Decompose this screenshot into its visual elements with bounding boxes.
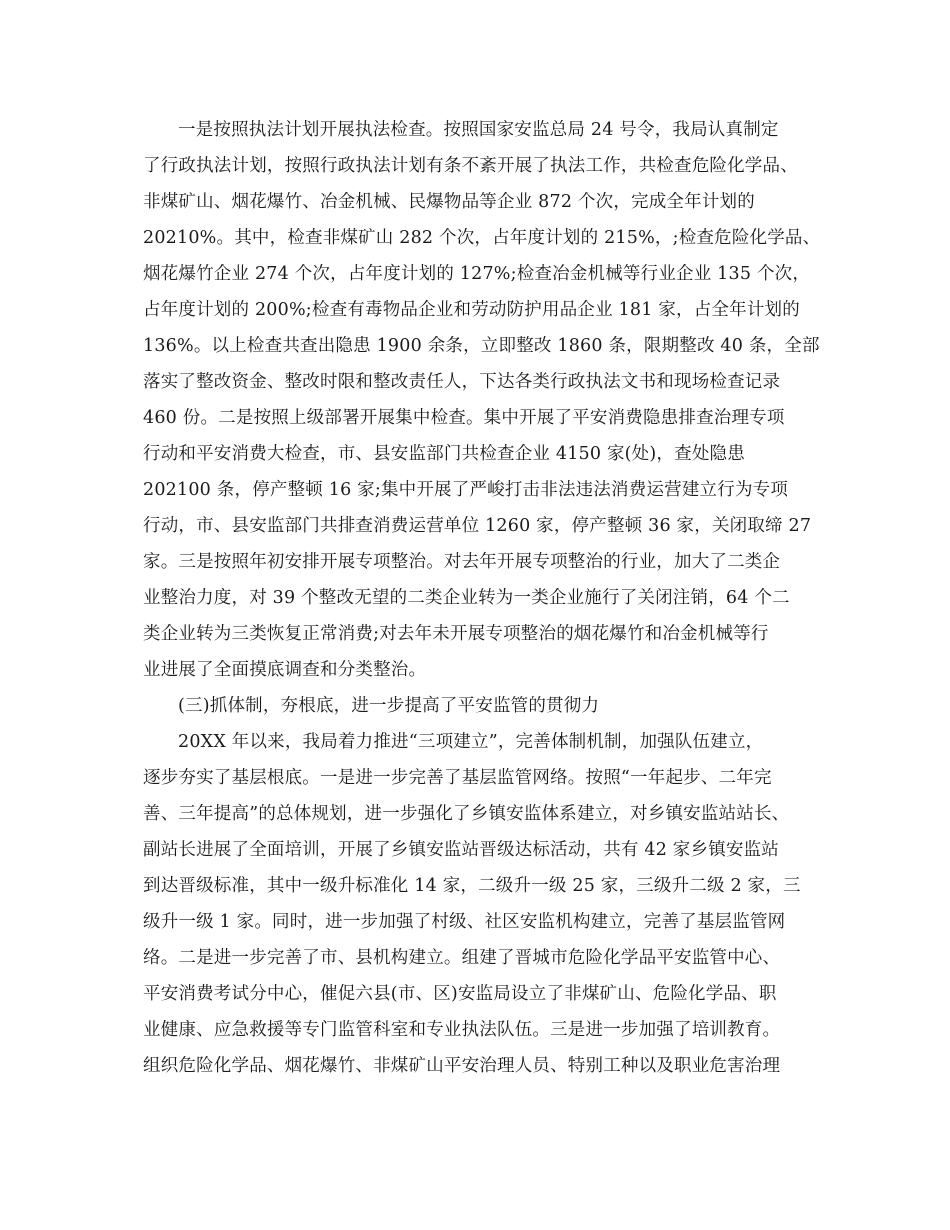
- paragraph-line: 落实了整改资金、整改时限和整改责任人，下达各类行政执法文书和现场检查记录: [143, 372, 781, 392]
- paragraph-line: 行动，市、县安监部门共排查消费运营单位 1260 家，停产整顿 36 家，关闭取缔 27: [143, 516, 812, 536]
- paragraph-line: 组织危险化学品、烟花爆竹、非煤矿山平安治理人员、特别工种以及职业危害治理: [143, 1056, 781, 1076]
- paragraph-line: 业进展了全面摸底调查和分类整治。: [143, 660, 427, 680]
- paragraph-line: 非煤矿山、烟花爆竹、冶金机械、民爆物品等企业 872 个次，完成全年计划的: [143, 192, 755, 212]
- paragraph-line: 202100 条，停产整顿 16 家;集中开展了严峻打击非法违法消费运营建立行为专项: [143, 480, 789, 500]
- paragraph-line: 一是按照执法计划开展执法检查。按照国家安监总局 24 号令，我局认真制定: [178, 120, 779, 140]
- paragraph-line: 平安消费考试分中心，催促六县(市、区)安监局设立了非煤矿山、危险化学品、职: [143, 984, 777, 1004]
- paragraph-line: 烟花爆竹企业 274 个次，占年度计划的 127%;检查冶金机械等行业企业 135 个次，: [143, 264, 811, 284]
- paragraph-line: 到达晋级标准，其中一级升标准化 14 家，二级升一级 25 家，三级升二级 2 家，三: [143, 876, 801, 896]
- paragraph-line: 善、三年提高”的总体规划，进一步强化了乡镇安监体系建立，对乡镇安监站站长、: [143, 804, 790, 824]
- paragraph-line: 460 份。二是按照上级部署开展集中检查。集中开展了平安消费隐患排查治理专项: [143, 408, 785, 428]
- paragraph-line: 类企业转为三类恢复正常消费;对去年未开展专项整治的烟花爆竹和冶金机械等行: [143, 624, 769, 644]
- paragraph-line: 级升一级 1 家。同时，进一步加强了村级、社区安监机构建立，完善了基层监管网: [143, 912, 786, 932]
- paragraph-line: 逐步夯实了基层根底。一是进一步完善了基层监管网络。按照“一年起步、二年完: [143, 768, 772, 788]
- paragraph-line: 20XX 年以来，我局着力推进“三项建立”，完善体制机制，加强队伍建立，: [178, 732, 764, 752]
- paragraph-line: 136%。以上检查共查出隐患 1900 余条，立即整改 1860 条，限期整改 40 条，全部: [143, 336, 820, 356]
- paragraph-line: 了行政执法计划，按照行政执法计划有条不紊开展了执法工作，共检查危险化学品、: [143, 156, 798, 176]
- paragraph-line: 络。二是进一步完善了市、县机构建立。组建了晋城市危险化学品平安监管中心、: [143, 948, 781, 968]
- section-heading: (三)抓体制，夯根底，进一步提高了平安监管的贯彻力: [178, 696, 600, 716]
- paragraph-line: 占年度计划的 200%;检查有毒物品企业和劳动防护用品企业 181 家，占全年计划的: [143, 300, 800, 320]
- paragraph-line: 家。三是按照年初安排开展专项整治。对去年开展专项整治的行业，加大了二类企: [143, 552, 781, 572]
- paragraph-line: 业健康、应急救援等专门监管科室和专业执法队伍。三是进一步加强了培训教育。: [143, 1020, 781, 1040]
- paragraph-line: 20210%。其中，检查非煤矿山 282 个次，占年度计划的 215%，;检查危险化学品、: [143, 228, 821, 248]
- paragraph-line: 行动和平安消费大检查，市、县安监部门共检查企业 4150 家(处)，查处隐患: [143, 444, 745, 464]
- paragraph-line: 业整治力度，对 39 个整改无望的二类企业转为一类企业施行了关闭注销，64 个二: [143, 588, 790, 608]
- paragraph-line: 副站长进展了全面培训，开展了乡镇安监站晋级达标活动，共有 42 家乡镇安监站: [143, 840, 779, 860]
